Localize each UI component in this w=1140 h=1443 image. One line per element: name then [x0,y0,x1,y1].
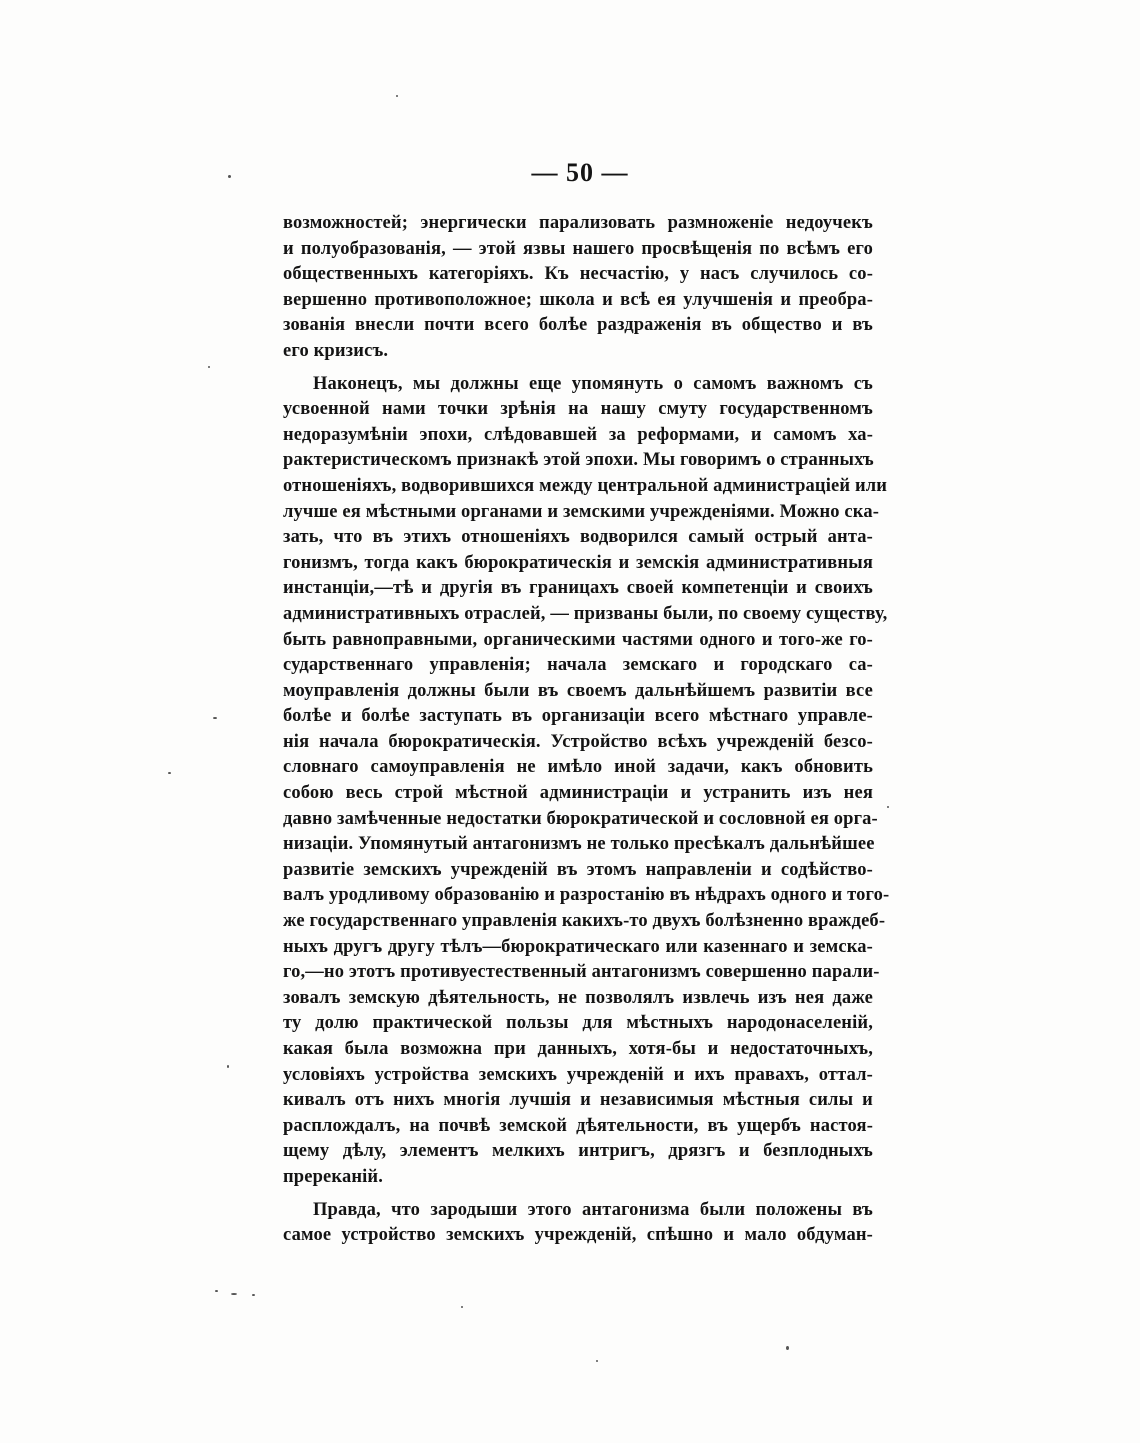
text-line: рактеристическомъ признакѣ этой эпохи. Мы говоримъ о странныхъ [283,450,874,471]
text-line: вершенно противоположное; школа и всѣ ея улучшенія и преобра- [283,289,873,310]
scan-speck [228,175,231,178]
text-line: моуправленія должны были въ своемъ дальнѣйшемъ развитіи все [283,680,873,701]
text-line: условіяхъ устройства земскихъ учрежденій и ихъ правахъ, оттал- [283,1064,873,1085]
scan-speck [208,366,210,368]
paragraph [283,1198,873,1249]
text-line: Правда, что зародыши этого антагонизма были положены въ [313,1199,873,1220]
text-line: давно замѣченные недостатки бюрократической и сословной ея орга- [283,808,878,829]
text-line: гонизмъ, тогда какъ бюрократическія и земскія административныя [283,552,873,573]
body-text [283,211,890,1249]
text-line: сударственнаго управленія; начала земскаго и городскаго са- [283,655,873,676]
text-line: развитіе земскихъ учрежденій въ этомъ направленіи и содѣйство- [283,859,873,880]
text-line: самое устройство земскихъ учрежденій, спѣшно и мало обдуман- [283,1225,873,1246]
text-line: болѣе и болѣе заступать въ организаціи всего мѣстнаго управле- [283,706,873,727]
scan-speck [215,1290,218,1292]
text-line: пререканій. [283,1166,384,1187]
paragraph-gap [283,1191,873,1198]
scan-speck [461,1306,463,1308]
text-line: отношеніяхъ, водворившихся между центральной администраціей или [283,475,888,496]
text-line: его кризисъ. [283,340,389,361]
text-line: общественныхъ категоріяхъ. Къ несчастію, у насъ случилось со- [283,264,873,285]
text-line: го,—но этотъ противуестественный антагонизмъ совершенно парали- [283,962,880,983]
text-line: быть равноправными, органическими частями одного и того-же го- [283,629,873,650]
text-line: недоразумѣніи эпохи, слѣдовавшей за реформами, и самомъ ха- [283,424,873,445]
text-line: собою весь строй мѣстной администраціи и устранить изъ нея [283,783,873,804]
text-line: инстанціи,—тѣ и другія въ границахъ своей компетенціи и своихъ [283,578,873,599]
scan-speck [396,95,398,97]
page-number: — 50 — [531,158,629,187]
text-line: зовалъ земскую дѣятельность, не позволялъ извлечь изъ нея даже [283,987,873,1008]
scan-speck [231,1293,237,1295]
text-line: Наконецъ, мы должны еще упомянуть о самомъ важномъ съ [313,373,873,394]
text-line: административныхъ отраслей, — призваны были, по своему существу, [283,603,888,624]
text-line: словнаго самоуправленія не имѣло иной задачи, какъ обновить [283,757,873,778]
scan-speck [252,1294,255,1296]
scan-speck [887,806,889,808]
text-line: какая была возможна при данныхъ, хотя-бы и недостаточныхъ, [283,1039,873,1059]
text-line: ту долю практической пользы для мѣстныхъ народонаселеній, [283,1013,873,1034]
text-line: кивалъ отъ нихъ многія лучшія и независимыя мѣстныя силы и [283,1090,873,1111]
scan-speck [213,717,217,719]
text-line: валъ уродливому образованію и разростанію въ нѣдрахъ одного и того- [283,885,890,906]
text-line: ныхъ другъ другу тѣлъ—бюрократическаго или казеннаго и земска- [283,936,873,957]
text-line: возможностей; энергически парализовать размноженіе недоучекъ [283,213,873,233]
scan-speck [786,1346,789,1350]
text-line: зованія внесли почти всего болѣе раздраженія въ общество и въ [283,315,873,336]
text-line: же государственнаго управленія какихъ-то двухъ болѣзненно враждеб- [283,911,886,932]
paragraph [283,372,890,1191]
paragraph-gap [283,365,873,372]
scan-speck [596,1360,598,1362]
text-line: расплождалъ, на почвѣ земской дѣятельности, въ ущербъ настоя- [283,1115,873,1136]
scan-speck [227,1065,229,1068]
text-line: усвоенной нами точки зрѣнія на нашу смуту государственномъ [283,399,873,420]
text-line: низаціи. Упомянутый антагонизмъ не только пресѣкалъ дальнѣйшее [283,834,875,855]
text-line: и полуобразованія, — этой язвы нашего просвѣщенія по всѣмъ его [283,238,873,259]
text-line: зать, что въ этихъ отношеніяхъ водворился самый острый анта- [283,527,873,548]
paragraph [283,211,873,365]
scan-speck [168,772,171,774]
text-line: щему дѣлу, элементъ мелкихъ интригъ, дрязгъ и безплодныхъ [283,1141,873,1162]
text-line: нія начала бюрократическія. Устройство всѣхъ учрежденій безсо- [283,731,873,752]
text-line: лучше ея мѣстными органами и земскими учрежденіями. Можно ска- [283,501,880,522]
